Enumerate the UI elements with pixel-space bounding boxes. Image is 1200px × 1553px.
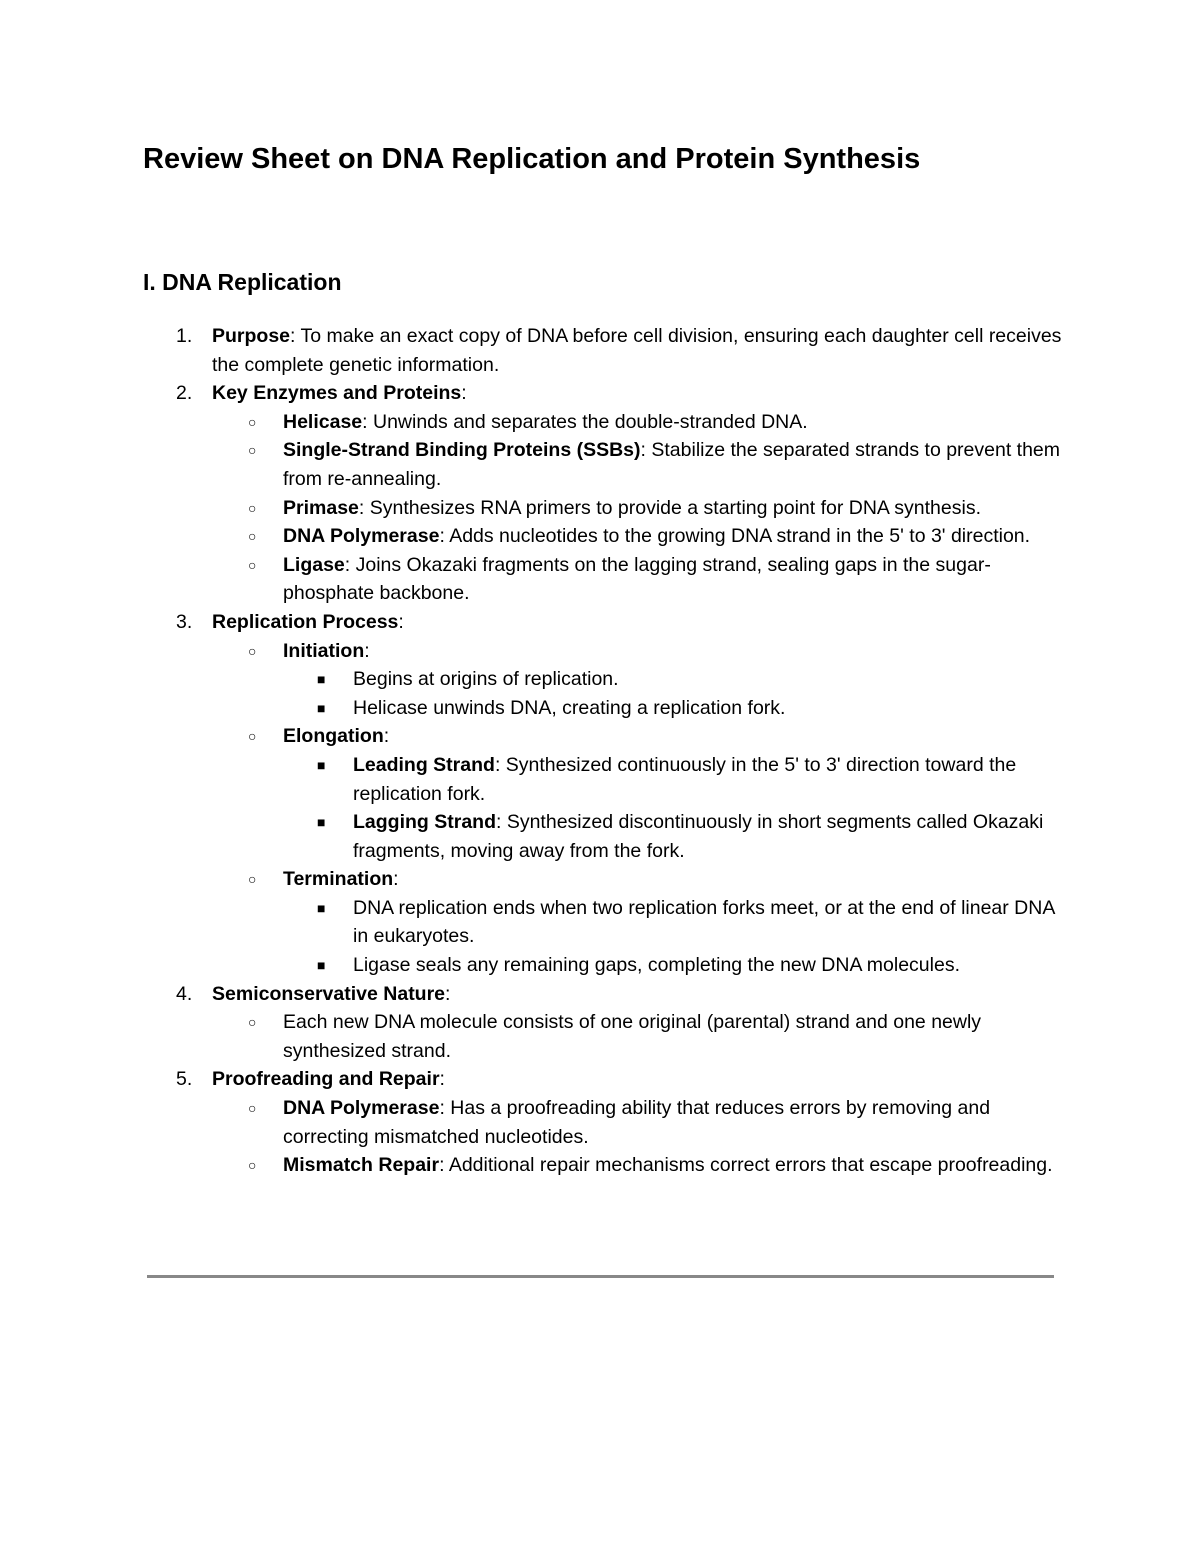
term-proofreading-polymerase: DNA Polymerase — [283, 1097, 440, 1120]
termination-suffix: : — [393, 868, 399, 891]
circle-bullet-icon: ○ — [248, 1100, 257, 1117]
proofreading-polymerase-text: : Has a proofreading ability that reduces errors by removing and correcting mismatched nucleotides. — [283, 1097, 991, 1148]
circle-bullet-icon: ○ — [248, 1157, 257, 1174]
semiconservative-suffix: : — [445, 982, 451, 1005]
origins-text: Begins at origins of replication. — [353, 668, 619, 691]
subsub-item-fork — [0, 694, 1200, 723]
replication-ends-text: DNA replication ends when two replication forks meet, or at the end of linear DNA in eukaryotes. — [353, 896, 1055, 948]
sub-item-termination — [0, 865, 1200, 894]
list-number: 2. — [176, 382, 193, 405]
circle-bullet-icon: ○ — [248, 442, 257, 459]
term-leading-strand: Leading Strand — [353, 753, 495, 776]
document-body — [0, 322, 1200, 1180]
sub-item-ligase — [0, 551, 1200, 608]
list-item-replication-process — [0, 608, 1200, 637]
primase-text: : Synthesizes RNA primers to provide a starting point for DNA synthesis. — [358, 496, 981, 519]
sub-item-primase — [0, 494, 1200, 523]
page-title: Review Sheet on DNA Replication and Protein Synthesis — [143, 143, 921, 175]
circle-bullet-icon: ○ — [248, 413, 257, 430]
list-number: 3. — [176, 610, 193, 633]
term-replication-process: Replication Process — [212, 610, 399, 633]
sub-item-dna-polymerase — [0, 522, 1200, 551]
sub-item-proofreading-polymerase — [0, 1094, 1200, 1151]
subsub-item-replication-ends — [0, 894, 1200, 951]
term-key-enzymes: Key Enzymes and Proteins — [212, 382, 462, 405]
term-lagging-strand: Lagging Strand — [353, 811, 496, 834]
proofreading-suffix: : — [439, 1068, 445, 1091]
section-heading: I. DNA Replication — [143, 269, 342, 295]
ligase-text: : Joins Okazaki fragments on the lagging strand, sealing gaps in the sugar-phosphate backbone. — [283, 553, 991, 605]
mismatch-repair-text: : Additional repair mechanisms correct errors that escape proofreading. — [439, 1154, 1053, 1177]
dna-polymerase-text: : Adds nucleotides to the growing DNA strand in the 5' to 3' direction. — [439, 525, 1031, 548]
term-dna-polymerase: DNA Polymerase — [283, 525, 440, 548]
term-primase: Primase — [283, 496, 359, 519]
fork-text: Helicase unwinds DNA, creating a replication fork. — [353, 696, 786, 719]
term-ssb: Single-Strand Binding Proteins (SSBs) — [283, 439, 641, 462]
sub-item-elongation — [0, 722, 1200, 751]
lagging-strand-text: : Synthesized discontinuously in short segments called Okazaki fragments, moving away from the fork. — [353, 811, 1044, 862]
square-bullet-icon: ■ — [317, 957, 326, 974]
term-ligase: Ligase — [283, 553, 345, 576]
sub-item-helicase — [0, 408, 1200, 437]
term-termination: Termination — [283, 868, 394, 891]
list-item-key-enzymes — [0, 379, 1200, 408]
square-bullet-icon: ■ — [317, 899, 326, 916]
square-bullet-icon: ■ — [317, 671, 326, 688]
sub-item-mismatch-repair — [0, 1151, 1200, 1180]
list-item-purpose — [0, 322, 1200, 379]
sub-item-initiation — [0, 637, 1200, 666]
term-purpose: Purpose — [212, 325, 291, 347]
horizontal-divider — [147, 1275, 1054, 1278]
square-bullet-icon: ■ — [317, 756, 326, 773]
key-enzymes-suffix: : — [461, 382, 467, 405]
leading-strand-text: : Synthesized continuously in the 5' to 3' direction toward the replication fork. — [353, 753, 1017, 805]
ligase-seals-text: Ligase seals any remaining gaps, completing the new DNA molecules. — [353, 954, 960, 977]
term-semiconservative: Semiconservative Nature — [212, 982, 446, 1005]
square-bullet-icon: ■ — [317, 814, 326, 831]
circle-bullet-icon: ○ — [248, 499, 257, 516]
list-number: 4. — [176, 982, 193, 1005]
circle-bullet-icon: ○ — [248, 556, 257, 573]
list-item-semiconservative — [0, 980, 1200, 1009]
term-elongation: Elongation — [283, 725, 384, 748]
subsub-item-lagging-strand — [0, 808, 1200, 865]
square-bullet-icon: ■ — [317, 699, 326, 716]
semiconservative-text: Each new DNA molecule consists of one original (parental) strand and one newly synthesized strand. — [283, 1011, 982, 1062]
purpose-text: : To make an exact copy of DNA before cell division, ensuring each daughter cell receives the complete genetic information. — [212, 325, 1062, 376]
term-mismatch-repair: Mismatch Repair — [283, 1154, 440, 1177]
list-number: 1. — [176, 325, 193, 347]
list-number: 5. — [176, 1068, 193, 1091]
sub-item-semiconservative-desc — [0, 1008, 1200, 1065]
circle-bullet-icon: ○ — [248, 642, 257, 659]
subsub-item-origins — [0, 665, 1200, 694]
circle-bullet-icon: ○ — [248, 871, 257, 888]
circle-bullet-icon: ○ — [248, 728, 257, 745]
elongation-suffix: : — [383, 725, 390, 748]
subsub-item-ligase-seals — [0, 951, 1200, 980]
initiation-suffix: : — [364, 639, 370, 662]
replication-process-suffix: : — [398, 610, 404, 633]
list-item-proofreading — [0, 1065, 1200, 1094]
numbered-list — [0, 322, 1200, 1180]
term-proofreading: Proofreading and Repair — [212, 1068, 440, 1091]
sub-item-ssb — [0, 436, 1200, 493]
circle-bullet-icon: ○ — [248, 528, 257, 545]
ssb-text: : Stabilize the separated strands to prevent them from re-annealing. — [283, 439, 1061, 490]
term-helicase: Helicase — [283, 410, 363, 433]
subsub-item-leading-strand — [0, 751, 1200, 808]
term-initiation: Initiation — [283, 639, 365, 662]
circle-bullet-icon: ○ — [248, 1014, 257, 1031]
helicase-text: : Unwinds and separates the double-stranded DNA. — [362, 410, 808, 433]
